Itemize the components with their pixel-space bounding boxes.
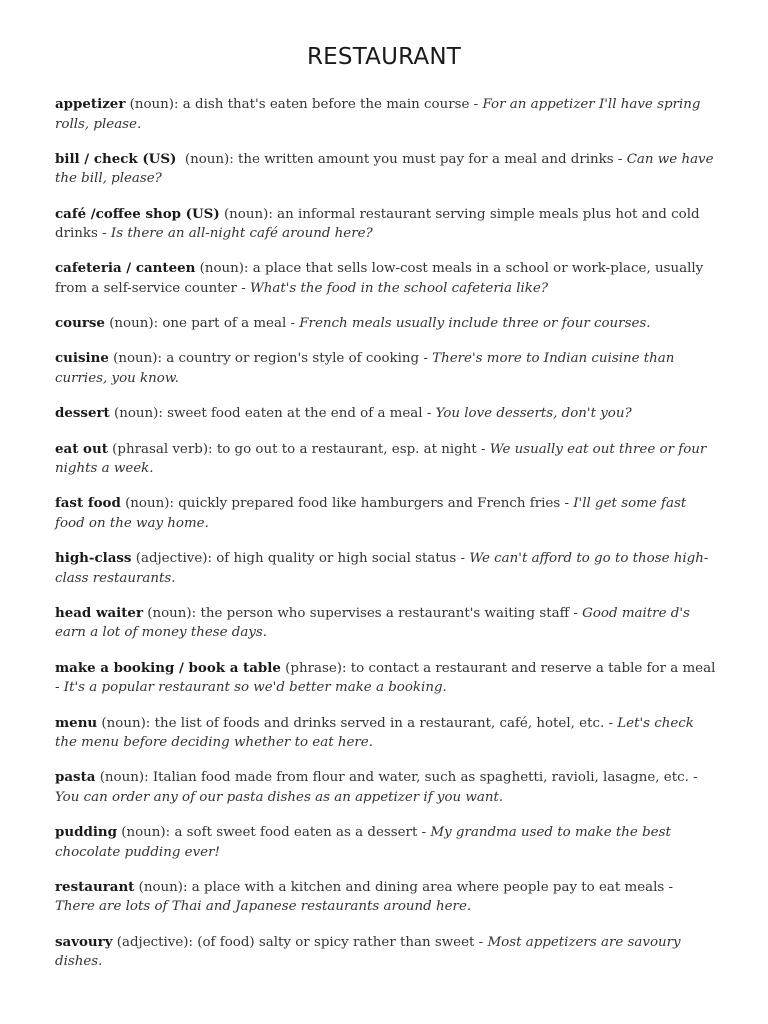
glossary-entry-appetizer bbox=[55, 95, 717, 134]
entry-term: cuisine bbox=[55, 350, 109, 367]
entry-definition: a place that sells low-cost meals in a school or work-place, usually from a self-service counter - bbox=[55, 261, 704, 296]
entry-definition: a dish that's eaten before the main course - bbox=[182, 97, 483, 112]
entry-example: There's more to Indian cuisine than curries, you know. bbox=[55, 351, 675, 386]
entry-example: Is there an all-night café around here? bbox=[110, 226, 373, 242]
glossary-entry-high-class bbox=[55, 549, 717, 588]
entry-example: It's a popular restaurant so we'd better make a booking. bbox=[63, 680, 447, 696]
entry-example: Most appetizers are savoury dishes. bbox=[55, 934, 681, 970]
glossary-entry-course bbox=[55, 314, 717, 334]
entry-definition: a country or region's style of cooking - bbox=[166, 351, 433, 367]
entry-example: We can't afford to go to those high-class restaurants. bbox=[55, 551, 709, 586]
entry-part-of-speech: (noun): bbox=[97, 715, 155, 731]
entry-part-of-speech: (noun): bbox=[109, 406, 168, 422]
entry-definition: the person who supervises a restaurant's waiting staff - bbox=[200, 605, 583, 621]
entry-example: Good maitre d's earn a lot of money these days. bbox=[55, 605, 690, 641]
entry-part-of-speech: (noun): bbox=[108, 351, 167, 367]
entry-part-of-speech: (adjective): bbox=[112, 934, 198, 950]
glossary-entry-cafe bbox=[55, 205, 717, 244]
glossary-list bbox=[55, 95, 717, 988]
entry-term: head waiter bbox=[55, 604, 144, 621]
entry-term: high-class bbox=[55, 550, 132, 567]
entry-part-of-speech: (noun): bbox=[134, 879, 192, 895]
entry-definition: a place with a kitchen and dining area where people pay to eat meals - bbox=[191, 879, 674, 895]
glossary-entry-cafeteria bbox=[55, 259, 717, 298]
entry-term: eat out bbox=[55, 440, 108, 457]
entry-term: bill / check (US) bbox=[55, 150, 177, 167]
entry-example: You can order any of our pasta dishes as an appetizer if you want. bbox=[55, 789, 504, 805]
glossary-entry-restaurant bbox=[55, 878, 717, 917]
glossary-entry-head-waiter bbox=[55, 604, 717, 643]
entry-part-of-speech: (noun): bbox=[195, 261, 253, 277]
page-title: RESTAURANT bbox=[307, 44, 461, 70]
entry-term: menu bbox=[55, 714, 98, 731]
glossary-entry-bill bbox=[55, 150, 717, 189]
entry-example: Can we have the bill, please? bbox=[55, 151, 714, 187]
entry-example: French meals usually include three or four courses. bbox=[299, 316, 651, 332]
entry-term: pudding bbox=[55, 824, 118, 841]
entry-definition: to go out to a restaurant, esp. at night - bbox=[216, 441, 490, 457]
glossary-entry-pudding bbox=[55, 823, 717, 862]
entry-term: dessert bbox=[55, 405, 110, 422]
entry-definition: to contact a restaurant and reserve a table for a meal - bbox=[55, 660, 716, 696]
entry-example: Let's check the menu before deciding whether to eat here. bbox=[55, 715, 694, 751]
entry-part-of-speech: (adjective): bbox=[131, 551, 217, 567]
glossary-entry-cuisine bbox=[55, 349, 717, 388]
entry-term: restaurant bbox=[55, 878, 135, 895]
entry-term: appetizer bbox=[55, 96, 126, 112]
entry-definition: quickly prepared food like hamburgers and French fries - bbox=[178, 496, 574, 512]
entry-part-of-speech: (phrasal verb): bbox=[107, 441, 217, 457]
entry-definition: of high quality or high social status - bbox=[216, 551, 470, 567]
entry-term: make a booking / book a table bbox=[55, 659, 281, 676]
entry-part-of-speech: (noun): bbox=[104, 316, 163, 332]
entry-part-of-speech: (noun): bbox=[120, 496, 179, 512]
entry-example: My grandma used to make the best chocolate pudding ever! bbox=[55, 825, 671, 860]
entry-definition: Italian food made from flour and water, such as spaghetti, ravioli, lasagne, etc. - bbox=[152, 770, 698, 786]
entry-example: For an appetizer I'll have spring rolls, please. bbox=[55, 97, 701, 132]
entry-term: fast food bbox=[55, 495, 121, 512]
entry-definition: (of food) salty or spicy rather than sweet - bbox=[197, 934, 488, 950]
entry-term: pasta bbox=[55, 769, 96, 786]
entry-definition: a soft sweet food eaten as a dessert - bbox=[174, 825, 431, 841]
entry-example: What's the food in the school cafeteria like? bbox=[249, 280, 549, 296]
entry-definition: sweet food eaten at the end of a meal - bbox=[167, 406, 436, 422]
glossary-entry-make-a-booking bbox=[55, 659, 717, 698]
entry-definition: one part of a meal - bbox=[162, 316, 300, 332]
entry-part-of-speech: (noun): bbox=[117, 825, 175, 841]
glossary-entry-savoury bbox=[55, 933, 717, 972]
entry-part-of-speech: (noun): bbox=[143, 605, 201, 621]
entry-part-of-speech: (noun): bbox=[95, 770, 153, 786]
glossary-entry-fast-food bbox=[55, 494, 717, 533]
entry-part-of-speech: (noun): bbox=[176, 151, 239, 167]
entry-example: There are lots of Thai and Japanese restaurants around here. bbox=[55, 899, 472, 915]
entry-part-of-speech: (noun): bbox=[125, 97, 183, 112]
entry-example: I'll get some fast food on the way home. bbox=[55, 496, 687, 531]
entry-part-of-speech: (phrase): bbox=[280, 660, 351, 676]
glossary-entry-menu bbox=[55, 714, 717, 753]
glossary-entry-dessert bbox=[55, 404, 717, 424]
entry-term: course bbox=[55, 315, 105, 332]
glossary-entry-eat-out bbox=[55, 440, 717, 479]
entry-example: We usually eat out three or four nights a week. bbox=[55, 441, 707, 477]
entry-definition: the written amount you must pay for a meal and drinks - bbox=[238, 151, 627, 167]
entry-term: cafeteria / canteen bbox=[55, 260, 196, 277]
entry-definition: the list of foods and drinks served in a restaurant, café, hotel, etc. - bbox=[154, 715, 618, 731]
entry-definition: an informal restaurant serving simple meals plus hot and cold drinks - bbox=[55, 206, 700, 242]
entry-part-of-speech: (noun): bbox=[219, 206, 278, 222]
entry-term: savoury bbox=[55, 933, 113, 950]
glossary-entry-pasta bbox=[55, 768, 717, 807]
entry-term: café /coffee shop (US) bbox=[55, 205, 220, 222]
entry-example: You love desserts, don't you? bbox=[435, 406, 632, 422]
